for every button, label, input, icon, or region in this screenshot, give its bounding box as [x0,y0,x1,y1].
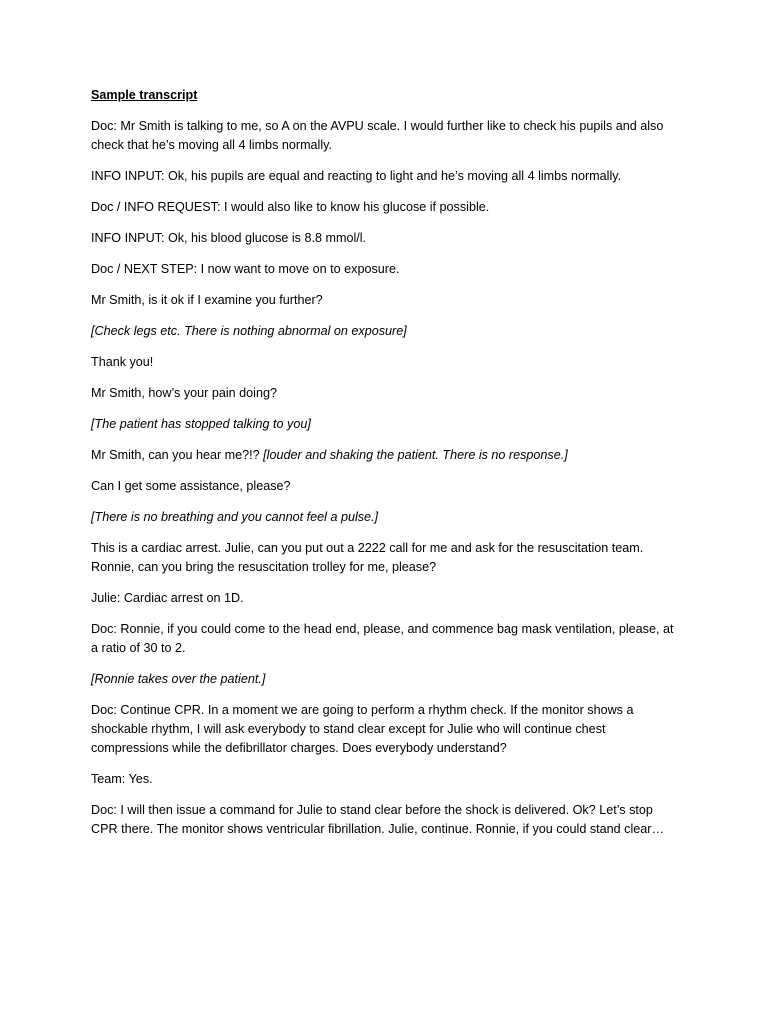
paragraph: Julie: Cardiac arrest on 1D. [91,591,244,605]
paragraph: Mr Smith, is it ok if I examine you further? [91,293,323,307]
paragraph: Doc / NEXT STEP: I now want to move on to exposure. [91,262,400,276]
stage-direction: [Ronnie takes over the patient.] [91,672,266,686]
paragraph: Doc: Ronnie, if you could come to the head end, please, and commence bag mask ventilation, please, at a ratio of 30 to 2. [91,622,674,655]
paragraph: Doc: Continue CPR. In a moment we are going to perform a rhythm check. If the monitor shows a shockable rhythm, I will ask everybody to stand clear except for Julie who will continue chest compressions while the defibrillator charges. Does everybody understand? [91,703,634,755]
document-page [91,86,681,851]
paragraph-mixed [91,446,681,465]
stage-direction: [Check legs etc. There is nothing abnormal on exposure] [91,324,407,338]
stage-direction: [The patient has stopped talking to you] [91,417,311,431]
stage-direction: [There is no breathing and you cannot feel a pulse.] [91,510,379,524]
paragraph: Doc: I will then issue a command for Julie to stand clear before the shock is delivered. Ok? Let’s stop CPR there. The monitor shows ventricular fibrillation. Julie, continue. Ronnie, if you could stand clear… [91,803,665,836]
paragraph: Mr Smith, how’s your pain doing? [91,386,277,400]
paragraph: INFO INPUT: Ok, his blood glucose is 8.8 mmol/l. [91,231,367,245]
paragraph: Doc: Mr Smith is talking to me, so A on the AVPU scale. I would further like to check his pupils and also check that he’s moving all 4 limbs normally. [91,119,664,152]
paragraph: This is a cardiac arrest. Julie, can you put out a 2222 call for me and ask for the resuscitation team. Ronnie, can you bring the resuscitation trolley for me, please? [91,541,644,574]
stage-direction-inline: [louder and shaking the patient. There is no response.] [259,448,568,462]
paragraph: Doc / INFO REQUEST: I would also like to know his glucose if possible. [91,200,490,214]
paragraph: Team: Yes. [91,772,153,786]
paragraph: Can I get some assistance, please? [91,479,291,493]
paragraph: Thank you! [91,355,154,369]
paragraph-text: Mr Smith, can you hear me?!? [91,448,260,462]
paragraph: INFO INPUT: Ok, his pupils are equal and reacting to light and he’s moving all 4 limbs normally. [91,169,622,183]
document-title: Sample transcript [91,88,198,102]
